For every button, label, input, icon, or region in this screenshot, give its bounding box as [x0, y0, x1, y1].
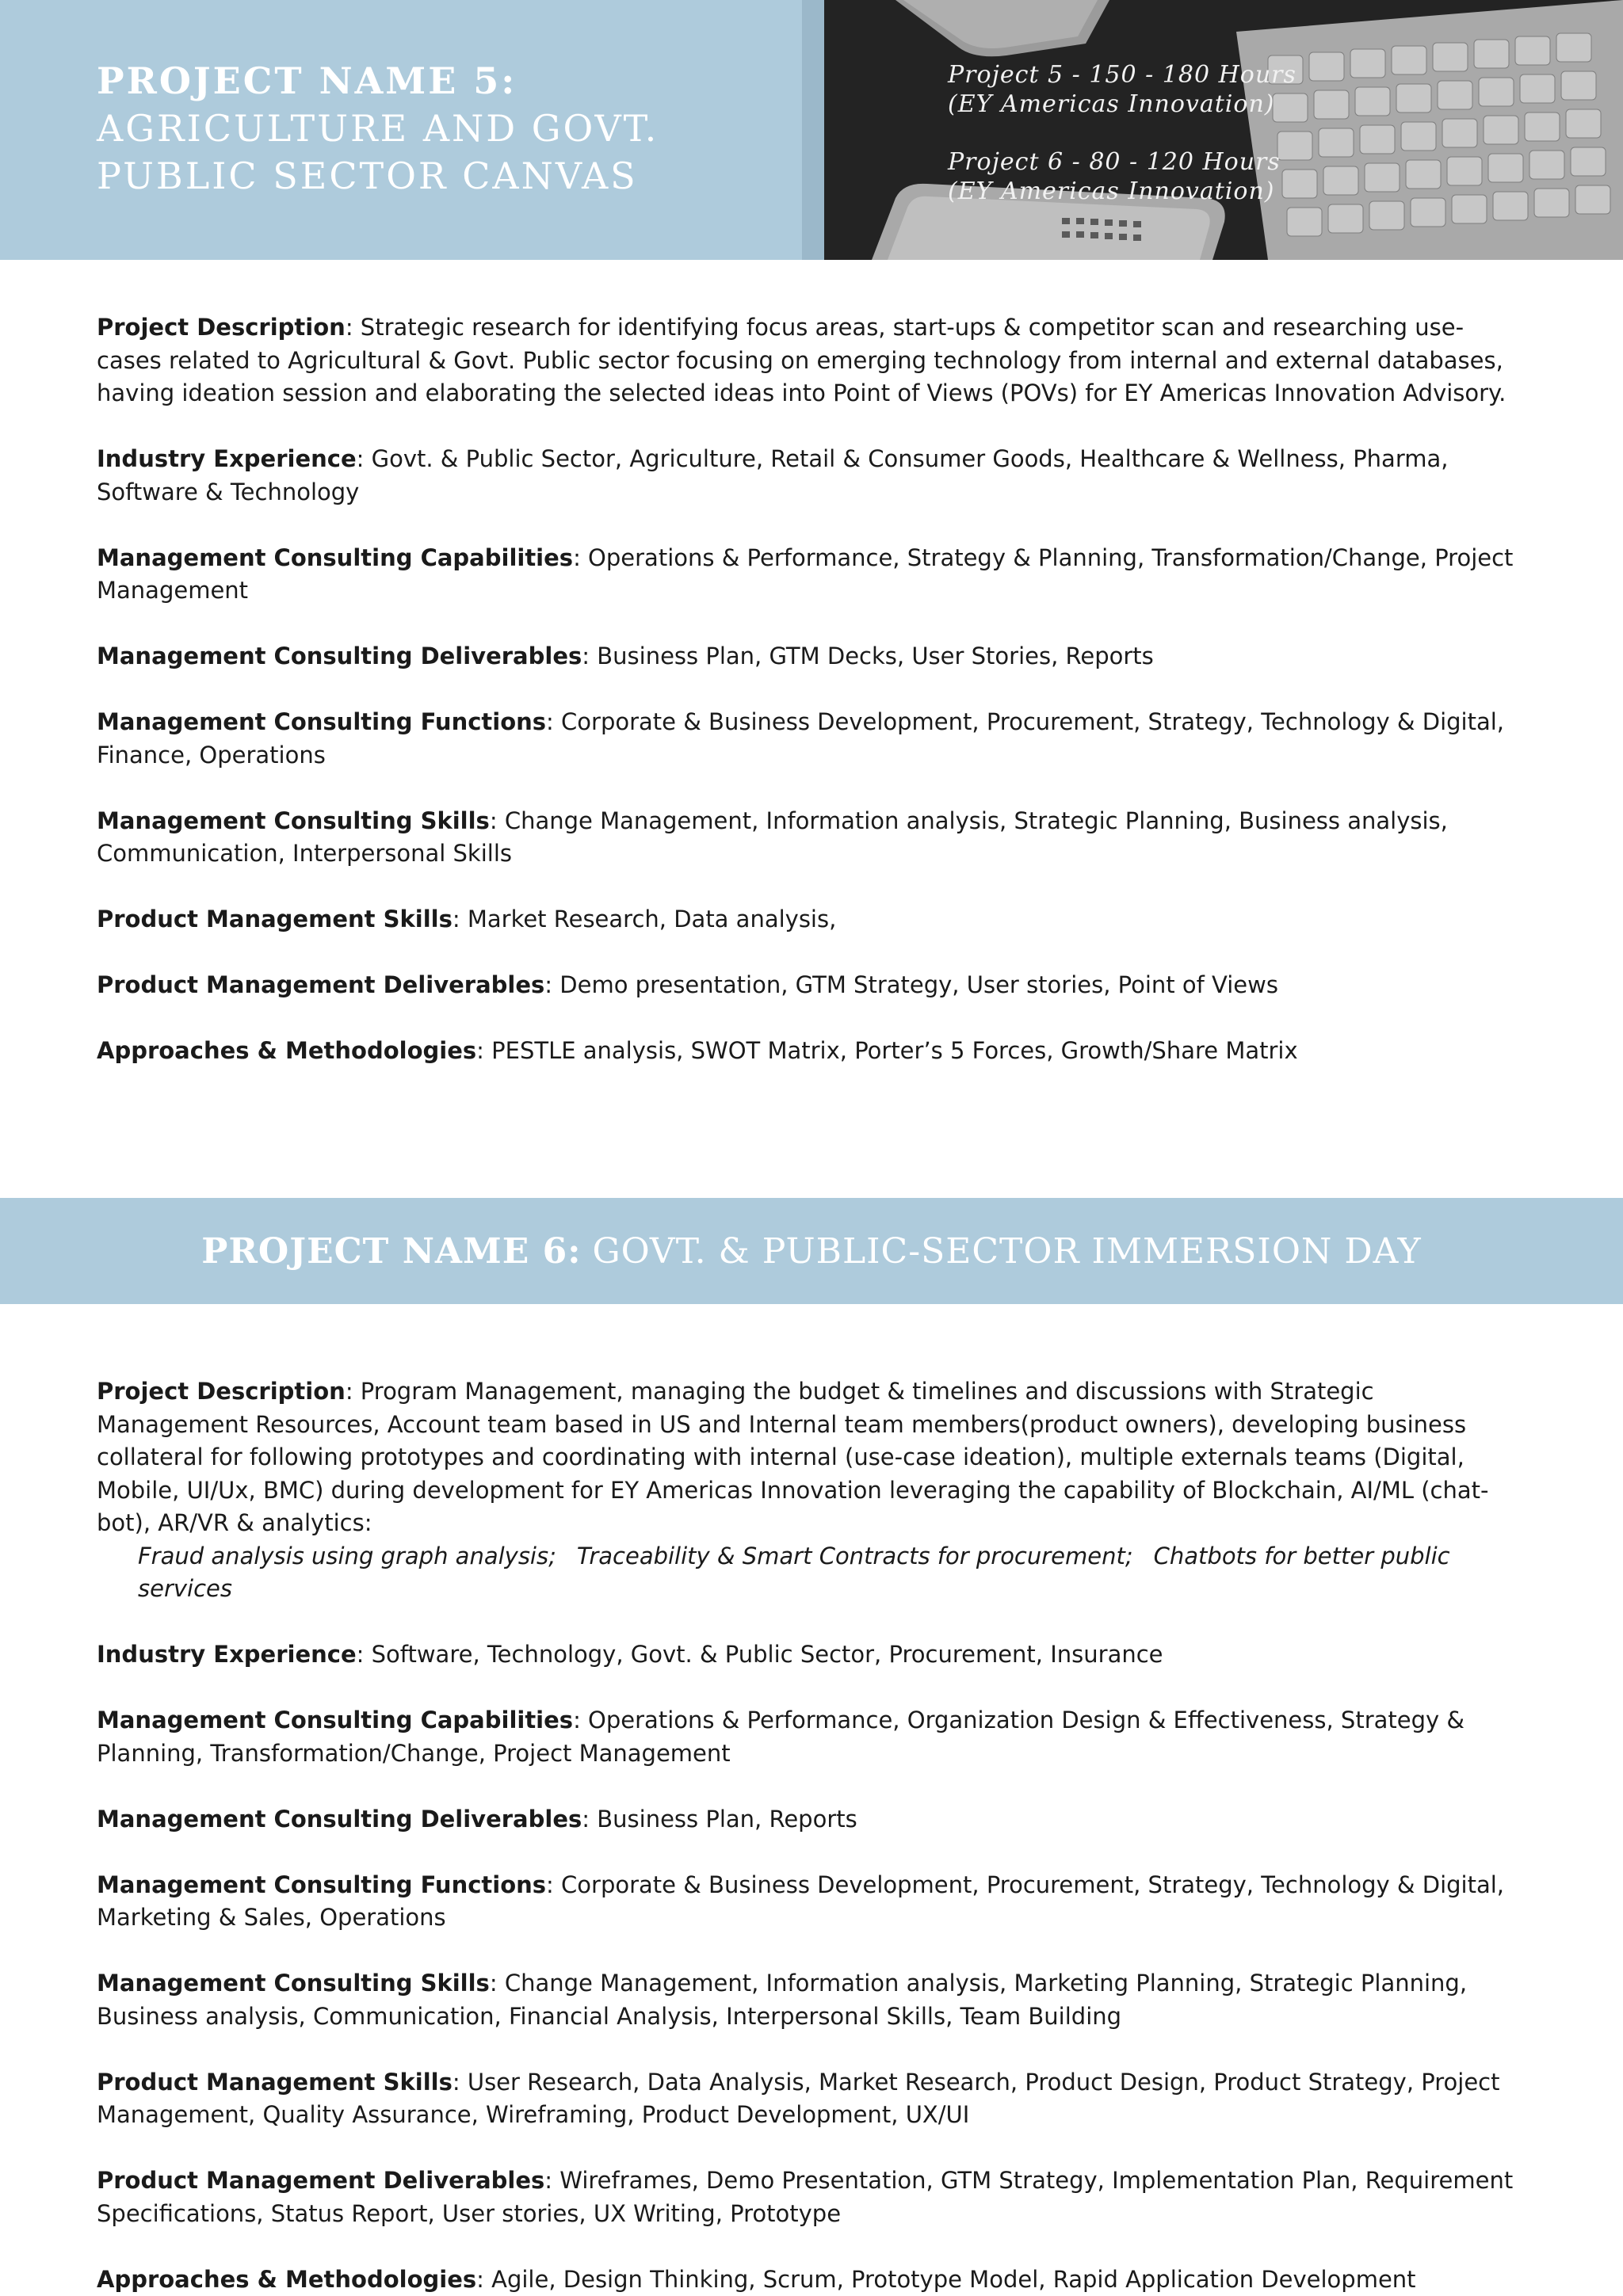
project5-industry-experience: [97, 443, 1523, 509]
project6-mc-deliverables: [97, 1803, 1523, 1836]
entry-label: Management Consulting Capabilities: [97, 1707, 573, 1733]
entry-text: : Market Research, Data analysis,: [453, 906, 836, 933]
project6-mc-functions: [97, 1869, 1523, 1935]
hours-org: (EY Americas Innovation): [948, 177, 1275, 205]
prototype-list: [97, 1540, 1523, 1606]
entry-text: : Strategic research for identifying focus areas, start-ups & competitor scan and researching use-cases related to Agricultural & Govt. Public sector focusing on emerging technology from internal and external databases, having ideation session and elaborating the selected ideas into Point of Views (POVs) for EY Americas Innovation Advisory.: [97, 314, 1506, 406]
entry-label: Industry Experience: [97, 1641, 357, 1668]
entry-text: : User Research, Data Analysis, Market Research, Product Design, Product Strategy, Project Management, Quality Assurance, Wireframing, Product Development, UX/UI: [97, 2069, 1500, 2129]
project6-pm-skills: [97, 2066, 1523, 2132]
project5-description: [97, 311, 1523, 410]
entry-label: Management Consulting Deliverables: [97, 1806, 582, 1833]
project5-mc-deliverables: [97, 640, 1523, 673]
prototype-item: Fraud analysis using graph analysis;: [138, 1543, 556, 1569]
entry-text: : Operations & Performance, Organization Design & Effectiveness, Strategy & Planning, Transformation/Change, Project Management: [97, 1707, 1465, 1767]
hours-line: Project 6 - 80 - 120 Hours: [948, 148, 1281, 176]
entry-text: : Business Plan, GTM Decks, User Stories, Reports: [582, 643, 1154, 669]
entry-text: : Business Plan, Reports: [582, 1806, 857, 1833]
entry-text: : Program Management, managing the budget & timelines and discussions with Strategic Management Resources, Account team based in US and Internal team members(product owners), developing business collateral for following prototypes and coordinating with internal (use-case ideation), multiple externals teams (Digital, Mobile, UI/Ux, BMC) during development for EY Americas Innovation leveraging the capability of Blockchain, AI/ML (chat-bot), AR/VR & analytics:: [97, 1378, 1488, 1536]
project6-title-bold: PROJECT NAME 6:: [201, 1231, 581, 1272]
entry-label: Management Consulting Capabilities: [97, 544, 573, 571]
entry-text: : Software, Technology, Govt. & Public Sector, Procurement, Insurance: [357, 1641, 1163, 1668]
entry-label: Management Consulting Deliverables: [97, 643, 582, 669]
entry-text: : Operations & Performance, Strategy & Planning, Transformation/Change, Project Management: [97, 544, 1513, 605]
prototype-item: Chatbots for better public services: [138, 1543, 1450, 1603]
header-divider: [802, 0, 824, 260]
hours-line: Project 5 - 150 - 180 Hours: [948, 61, 1296, 89]
project5-title-bold: PROJECT NAME 5:: [97, 59, 517, 102]
entry-label: Product Management Skills: [97, 906, 453, 933]
entry-label: Project Description: [97, 314, 346, 341]
entry-text: : Govt. & Public Sector, Agriculture, Retail & Consumer Goods, Healthcare & Wellness, Pharma, Software & Technology: [97, 445, 1448, 505]
project5-mc-capabilities: [97, 542, 1523, 608]
entry-text: : Change Management, Information analysis, Strategic Planning, Business analysis, Communication, Interpersonal Skills: [97, 807, 1448, 868]
hours-block-project6: [948, 147, 1281, 206]
entry-label: Project Description: [97, 1378, 346, 1405]
project6-description: [97, 1375, 1523, 1606]
project5-approaches: [97, 1035, 1523, 1068]
entry-label: Product Management Deliverables: [97, 2167, 544, 2194]
project6-pm-deliverables: [97, 2164, 1523, 2230]
project5-pm-skills: [97, 903, 1523, 936]
prototype-item: Traceability & Smart Contracts for procurement;: [577, 1543, 1133, 1569]
laptop-keyboard-photo: [824, 0, 1623, 260]
entry-text: : Wireframes, Demo Presentation, GTM Strategy, Implementation Plan, Requirement Specifications, Status Report, User stories, UX Writing, Prototype: [97, 2167, 1513, 2227]
entry-text: : PESTLE analysis, SWOT Matrix, Porter’s 5 Forces, Growth/Share Matrix: [476, 1037, 1297, 1064]
entry-text: : Corporate & Business Development, Procurement, Strategy, Technology & Digital, Finance, Operations: [97, 708, 1504, 769]
entry-label: Management Consulting Functions: [97, 708, 546, 735]
hours-block-project5: [948, 60, 1296, 119]
entry-label: Approaches & Methodologies: [97, 2266, 476, 2293]
entry-text: : Corporate & Business Development, Procurement, Strategy, Technology & Digital, Marketing & Sales, Operations: [97, 1871, 1504, 1932]
entry-text: : Demo presentation, GTM Strategy, User stories, Point of Views: [544, 971, 1278, 998]
entry-label: Industry Experience: [97, 445, 357, 472]
entry-label: Management Consulting Skills: [97, 807, 490, 834]
project6-mc-capabilities: [97, 1704, 1523, 1770]
project5-pm-deliverables: [97, 969, 1523, 1002]
project5-mc-functions: [97, 706, 1523, 772]
header-photo: [824, 0, 1623, 260]
entry-text: : Agile, Design Thinking, Scrum, Prototype Model, Rapid Application Development: [476, 2266, 1415, 2293]
entry-text: : Change Management, Information analysis, Marketing Planning, Strategic Planning, Business analysis, Communication, Financial Analysis, Interpersonal Skills, Team Building: [97, 1970, 1467, 2030]
entry-label: Approaches & Methodologies: [97, 1037, 476, 1064]
project5-title-text: AGRICULTURE AND GOVT. PUBLIC SECTOR CANVAS: [97, 107, 659, 197]
project6-mc-skills: [97, 1967, 1523, 2033]
entry-label: Management Consulting Skills: [97, 1970, 490, 1997]
project5-header: [0, 0, 1623, 260]
entry-label: Product Management Deliverables: [97, 971, 544, 998]
project6-title-text: GOVT. & PUBLIC-SECTOR IMMERSION DAY: [592, 1231, 1421, 1272]
project6-header: [0, 1198, 1623, 1304]
project5-mc-skills: [97, 805, 1523, 871]
project5-title: [97, 57, 778, 200]
project6-industry-experience: [97, 1638, 1523, 1672]
project5-details: [97, 311, 1523, 1068]
project6-details: [97, 1375, 1523, 2296]
hours-org: (EY Americas Innovation): [948, 90, 1275, 118]
project6-title: [0, 1198, 1623, 1304]
entry-label: Product Management Skills: [97, 2069, 453, 2096]
entry-label: Management Consulting Functions: [97, 1871, 546, 1898]
project6-approaches: [97, 2264, 1523, 2296]
